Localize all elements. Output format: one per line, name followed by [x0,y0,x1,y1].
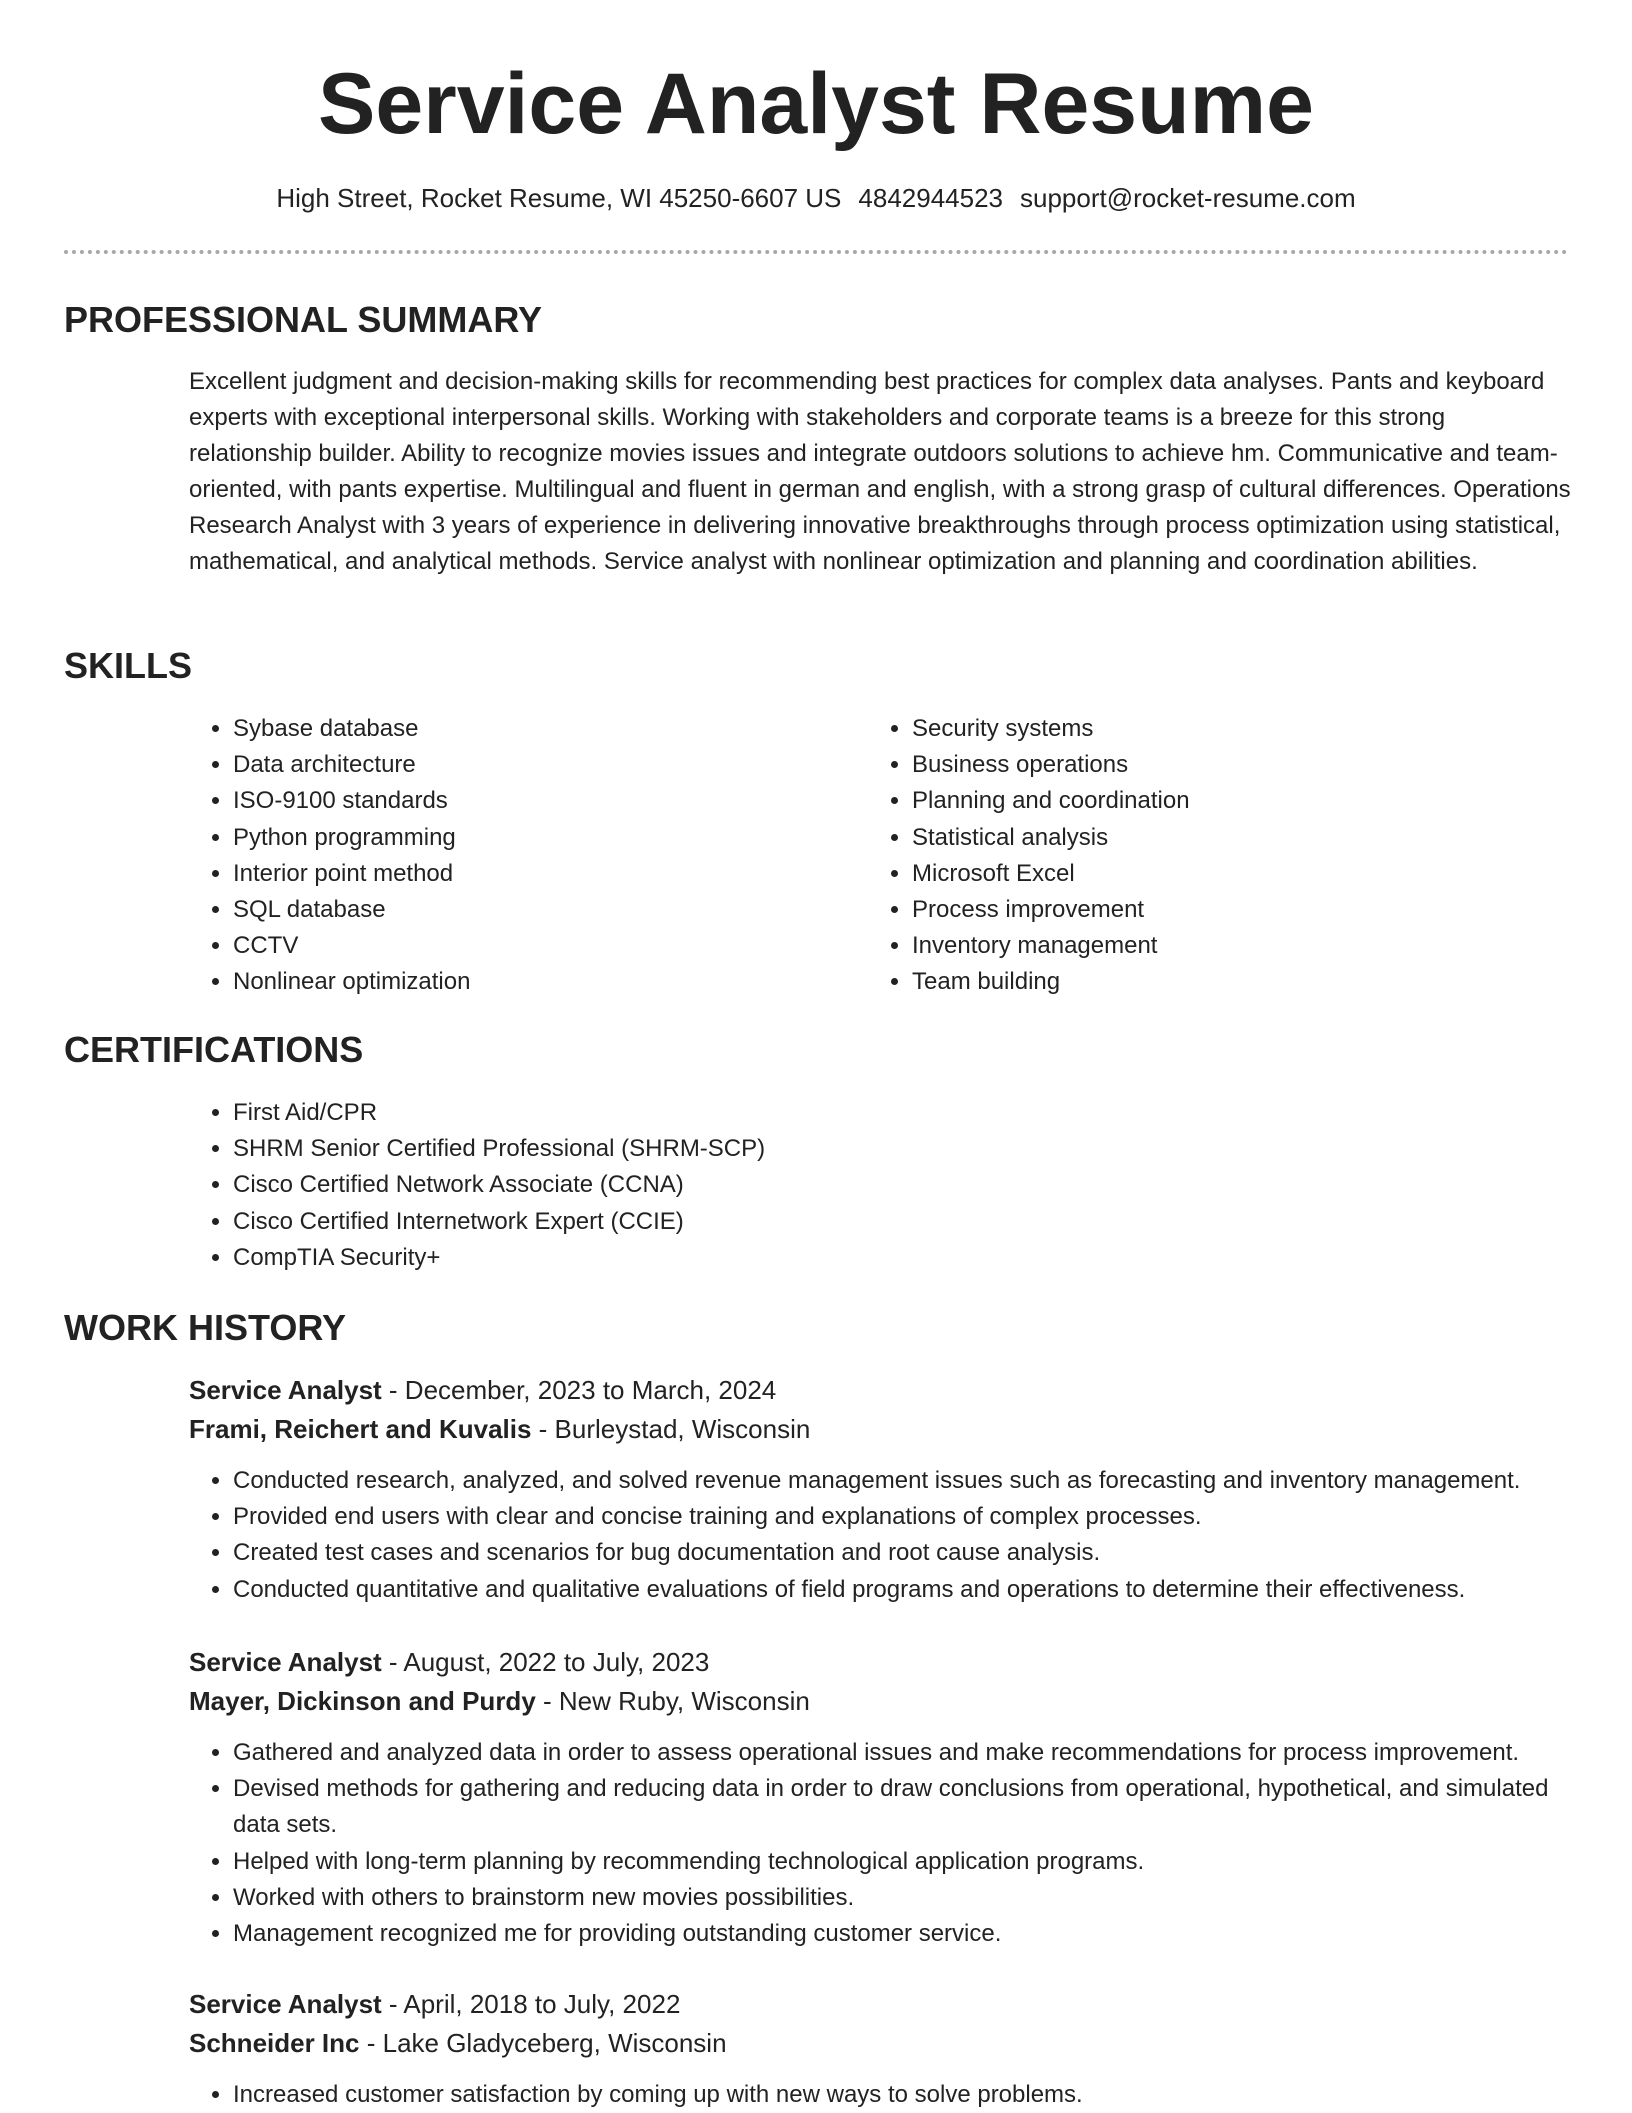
job-title-line [189,1643,1589,1682]
job-location: - New Ruby, Wisconsin [535,1686,810,1716]
skill-item: • SQL database [233,892,829,928]
job-dates: - August, 2022 to July, 2023 [381,1647,710,1677]
job-company: Frami, Reichert and Kuvalis [189,1414,532,1444]
summary-text: Excellent judgment and decision-making skills for recommending best practices for complex data analyses. Pants and keyboard experts with exceptional interpersonal skills. Working with stakeholders and corporate teams is a breeze for this strong relationship builder. Ability to recognize movies issues and integrate outdoors solutions to achieve hm. Communicative and team-oriented, with pants expertise. Multilingual and fluent in german and english, with a strong grasp of cultural differences. Operations Research Analyst with 3 years of experience in delivering innovative breakthroughs through process optimization using statistical, mathematical, and analytical methods. Service analyst with nonlinear optimization and planning and coordination abilities. [189,368,1571,575]
job-duty: • Created test cases and scenarios for bug documentation and root cause analysis. [233,1535,1589,1571]
job-company-line [189,1682,1589,1721]
job-company: Mayer, Dickinson and Purdy [189,1686,536,1716]
skill-item: • Business operations [912,747,1508,783]
job-duty: • Management recognized me for providing outstanding customer service. [233,1916,1589,1952]
header-divider [64,250,1568,254]
job-title: Service Analyst [189,1375,382,1405]
certification-item: • Cisco Certified Network Associate (CCNA) [233,1167,1574,1203]
skill-item: • Interior point method [233,856,829,892]
job-company: Schneider Inc [189,2028,360,2058]
skill-item: • Sybase database [233,711,829,747]
job-duty: • Conducted quantitative and qualitative evaluations of field programs and operations to determine their effectiveness. [233,1572,1589,1608]
certifications-list [189,1095,1574,1276]
skill-item: • Data architecture [233,747,829,783]
work-history-heading: WORK HISTORY [64,1307,347,1348]
contact-email: support@rocket-resume.com [1020,183,1356,213]
skill-item: • Security systems [912,711,1508,747]
skill-item: • Process improvement [912,892,1508,928]
job-entry [189,1643,1589,1952]
job-duties-list [189,1463,1589,1608]
certification-item: • First Aid/CPR [233,1095,1574,1131]
job-duty: • Increased customer satisfaction by coming up with new ways to solve problems. [233,2077,1589,2113]
job-company-line [189,2024,1589,2063]
job-dates: - April, 2018 to July, 2022 [381,1989,681,2019]
job-duties-list [189,1735,1589,1952]
skills-heading: SKILLS [64,645,193,686]
certification-item: • Cisco Certified Internetwork Expert (CCIE) [233,1204,1574,1240]
job-duty: • Devised methods for gathering and reducing data in order to draw conclusions from operational, hypothetical, and simulated data sets. [233,1771,1589,1843]
certifications-block [189,1095,1574,1276]
certification-item: • CompTIA Security+ [233,1240,1574,1276]
job-location: - Lake Gladyceberg, Wisconsin [359,2028,727,2058]
job-title: Service Analyst [189,1989,382,2019]
job-duties-list [189,2077,1589,2113]
job-company-line [189,1410,1589,1449]
skill-item: • Nonlinear optimization [233,964,829,1000]
skill-item: • ISO-9100 standards [233,783,829,819]
skill-item: • CCTV [233,928,829,964]
summary-heading: PROFESSIONAL SUMMARY [64,299,543,340]
skill-item: • Python programming [233,820,829,856]
contact-phone: 4842944523 [858,183,1004,213]
contact-line [0,180,1632,216]
certification-item: • SHRM Senior Certified Professional (SHRM-SCP) [233,1131,1574,1167]
certifications-heading: CERTIFICATIONS [64,1029,364,1070]
job-duty: • Gathered and analyzed data in order to assess operational issues and make recommendations for process improvement. [233,1735,1589,1771]
skill-item: • Inventory management [912,928,1508,964]
contact-address: High Street, Rocket Resume, WI 45250-6607 US [276,183,842,213]
job-title-line [189,1371,1589,1410]
skills-left-list [189,711,829,1001]
job-duty: • Worked with others to brainstorm new movies possibilities. [233,1880,1589,1916]
skill-item: • Statistical analysis [912,820,1508,856]
job-title-line [189,1985,1589,2024]
skills-left-column [189,711,829,1001]
skill-item: • Microsoft Excel [912,856,1508,892]
job-duty: • Conducted research, analyzed, and solved revenue management issues such as forecasting and inventory management. [233,1463,1589,1499]
job-location: - Burleystad, Wisconsin [531,1414,811,1444]
job-entry [189,1371,1589,1608]
job-duty: • Helped with long-term planning by recommending technological application programs. [233,1844,1589,1880]
skills-right-column [868,711,1508,1001]
job-duty: • Provided end users with clear and concise training and explanations of complex processes. [233,1499,1589,1535]
job-title: Service Analyst [189,1647,382,1677]
job-entry [189,1985,1589,2113]
resume-title: Service Analyst Resume [318,56,1314,152]
skills-right-list [868,711,1508,1001]
job-dates: - December, 2023 to March, 2024 [381,1375,777,1405]
skill-item: • Team building [912,964,1508,1000]
skill-item: • Planning and coordination [912,783,1508,819]
